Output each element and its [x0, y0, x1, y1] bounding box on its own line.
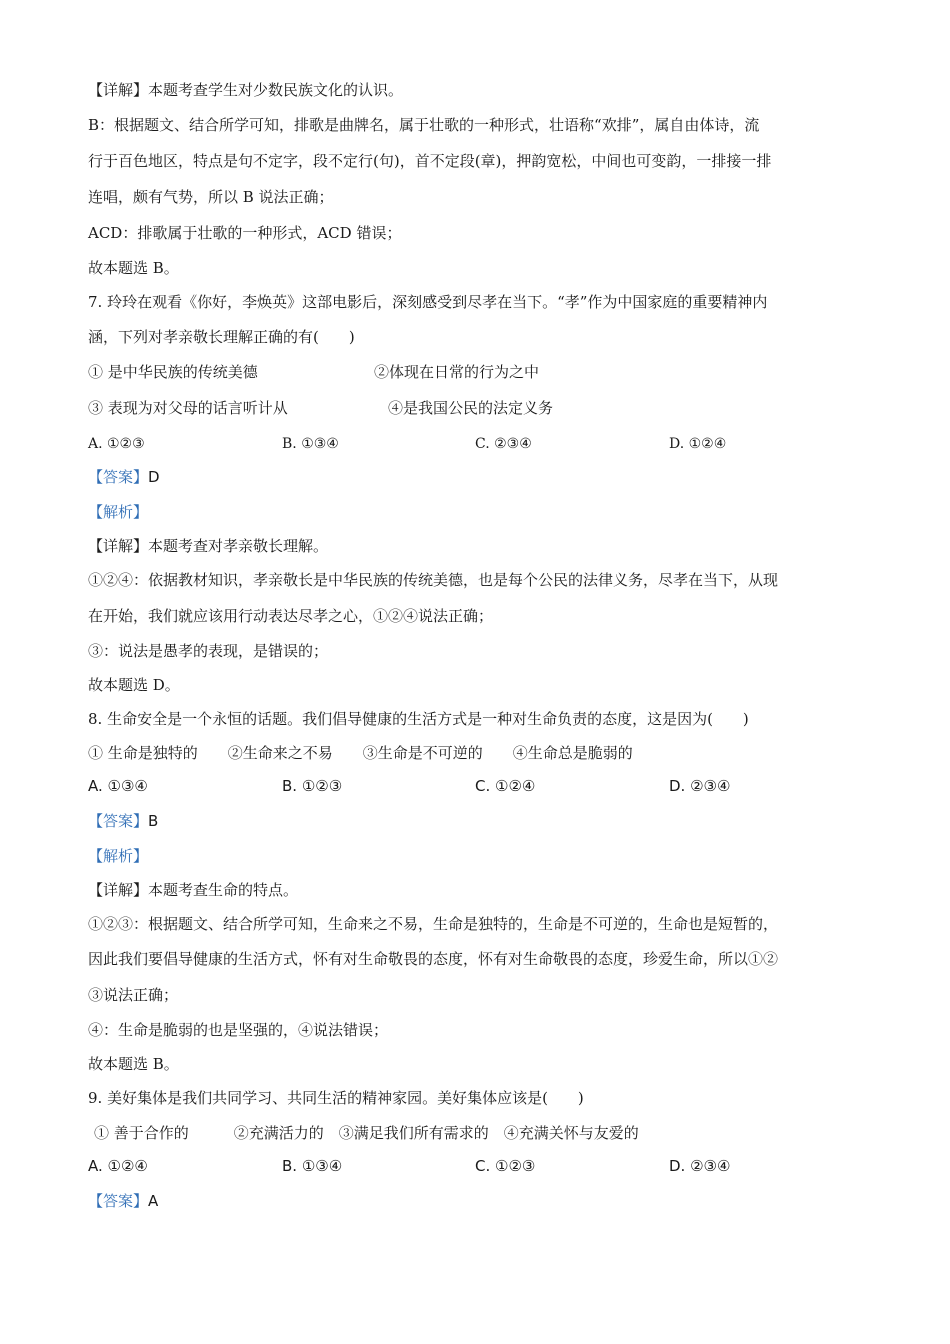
q9-option-b: B. ①③④ — [282, 1157, 343, 1175]
q8-explanation-line3: ③说法正确； — [88, 986, 179, 1004]
q8-explanation-line1: ①②③：根据题文、结合所学可知，生命来之不易，生命是独特的，生命是不可逆的，生命也是短暂的， — [88, 915, 779, 933]
q8-explanation-line4: ④：生命是脆弱的也是坚强的，④说法错误； — [88, 1021, 389, 1039]
q8-option-b: B. ①②③ — [282, 777, 343, 795]
q7-explanation-line3: ③：说法是愚孝的表现，是错误的； — [88, 642, 329, 660]
q6-conclusion: 故本题选 B。 — [88, 259, 179, 277]
q7-stem-line1: 7. 玲玲在观看《你好，李焕英》这部电影后，深刻感受到尽孝在当下。“孝”作为中国家庭的重要精神内 — [88, 293, 768, 311]
q7-analysis-tag: 【解析】 — [88, 503, 149, 521]
q8-answer — [88, 811, 158, 831]
answer-tag: 【答案】 — [88, 1192, 149, 1210]
q7-option-a: A. ①②③ — [88, 436, 145, 452]
q9-answer — [88, 1191, 158, 1211]
q8-option-a: A. ①③④ — [88, 777, 148, 795]
q8-options — [88, 776, 848, 796]
q7-explanation-line2: 在开始，我们就应该用行动表达尽孝之心，①②④说法正确； — [88, 607, 494, 625]
q7-explanation-line1: ①②④：依据教材知识，孝亲敬长是中华民族的传统美德，也是每个公民的法律义务，尽孝在当下，从现 — [88, 571, 779, 589]
q9-option-d: D. ②③④ — [669, 1157, 731, 1175]
q7-option-b: B. ①③④ — [282, 436, 339, 452]
q6-explanation-acd: ACD：排歌属于壮歌的一种形式，ACD 错误； — [88, 224, 402, 242]
answer-tag: 【答案】 — [88, 812, 149, 830]
q9-option-c: C. ①②③ — [475, 1157, 536, 1175]
q8-analysis-tag: 【解析】 — [88, 847, 149, 865]
q7-item-1: ① 是中华民族的传统美德 — [88, 363, 258, 381]
q7-item-4: ④是我国公民的法定义务 — [388, 399, 554, 417]
q7-option-d: D. ①②④ — [669, 436, 727, 452]
q7-item-3: ③ 表现为对父母的话言听计从 — [88, 399, 288, 417]
q7-conclusion: 故本题选 D。 — [88, 676, 180, 694]
q8-option-d: D. ②③④ — [669, 777, 731, 795]
q9-option-a: A. ①②④ — [88, 1157, 148, 1175]
q9-items: ① 善于合作的 ②充满活力的 ③满足我们所有需求的 ④充满关怀与友爱的 — [94, 1124, 639, 1142]
q7-stem-line2: 涵，下列对孝亲敬长理解正确的有( ) — [88, 328, 355, 346]
q7-option-c: C. ②③④ — [475, 436, 532, 452]
answer-value: B — [148, 812, 159, 830]
q8-option-c: C. ①②④ — [475, 777, 536, 795]
q6-explanation-b-line1: B：根据题文、结合所学可知，排歌是曲牌名，属于壮歌的一种形式，壮语称“欢排”，属自由体诗，流 — [88, 116, 760, 134]
answer-tag: 【答案】 — [88, 468, 149, 486]
answer-value: A — [148, 1192, 159, 1210]
q6-explanation-b-line3: 连唱，颇有气势，所以 B 说法正确； — [88, 188, 334, 206]
q8-items: ① 生命是独特的 ②生命来之不易 ③生命是不可逆的 ④生命总是脆弱的 — [88, 744, 633, 762]
q6-explanation-b-line2: 行于百色地区，特点是句不定字，段不定行(句)，首不定段(章)，押韵宽松，中间也可变韵，一排接一排 — [88, 152, 772, 170]
q9-options — [88, 1156, 848, 1176]
q6-detail: 【详解】本题考查学生对少数民族文化的认识。 — [88, 81, 404, 99]
q9-stem: 9. 美好集体是我们共同学习、共同生活的精神家园。美好集体应该是( ) — [88, 1089, 584, 1107]
q8-stem: 8. 生命安全是一个永恒的话题。我们倡导健康的生活方式是一种对生命负责的态度，这是因为( ) — [88, 710, 749, 728]
q8-detail: 【详解】本题考查生命的特点。 — [88, 881, 299, 899]
q8-conclusion: 故本题选 B。 — [88, 1055, 179, 1073]
q7-answer — [88, 467, 160, 487]
q7-detail: 【详解】本题考查对孝亲敬长理解。 — [88, 537, 329, 555]
q7-item-2: ②体现在日常的行为之中 — [374, 363, 540, 381]
q8-explanation-line2: 因此我们要倡导健康的生活方式，怀有对生命敬畏的态度，怀有对生命敬畏的态度，珍爱生命，所以①② — [88, 950, 779, 968]
q7-options — [88, 434, 848, 454]
answer-value: D — [148, 468, 160, 486]
